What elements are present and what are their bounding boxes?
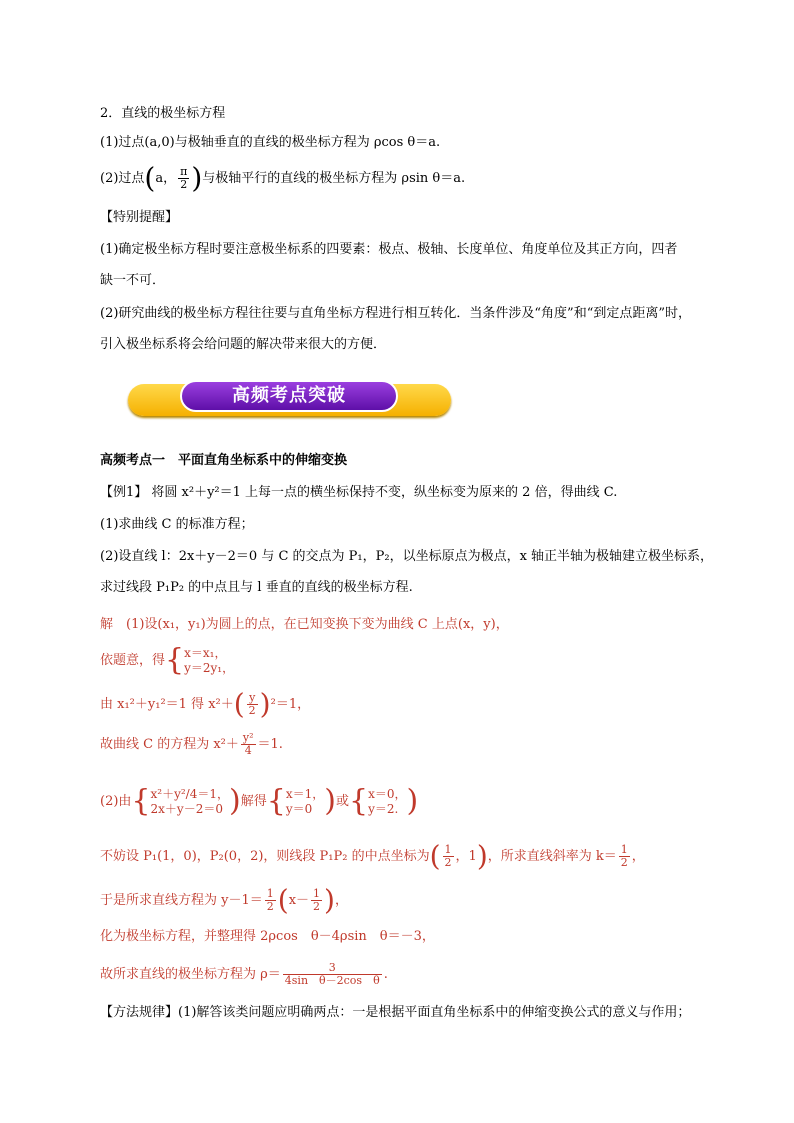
- section-banner: [128, 380, 451, 418]
- solution-step-5: (2)由{ x²＋y²/4＝1， 2x＋y－2＝0 )解得{ x＝1， y＝0 )或{ x＝0， y＝2. ): [100, 783, 419, 819]
- step5-solution-a: x＝1， y＝0: [285, 786, 325, 816]
- step9-end: .: [383, 967, 388, 982]
- step6-suffix: ，所求直线斜率为 k＝: [487, 849, 617, 864]
- step5-mid: 解得: [240, 794, 267, 809]
- line-coef-fraction: $\frac{1}{2}$: [266, 887, 274, 913]
- section-item-2: (2)过点(a， $\frac{\pi}{2}$ )与极轴平行的直线的极坐标方程为 ρsin θ＝a.: [100, 161, 466, 195]
- step7-prefix: 于是所求直线方程为 y－1＝: [100, 893, 263, 908]
- solution-step-6: 不妨设 P₁(1，0)，P₂(0，2)，则线段 P₁P₂ 的中点坐标为( $\frac{1}{2}$ ，1)，所求直线斜率为 k＝ $\frac{1}{2}$ ，: [100, 839, 645, 873]
- step2-prefix: 依题意，得: [100, 653, 166, 668]
- section-item-1: (1)过点(a,0)与极轴垂直的直线的极坐标方程为 ρcos θ＝a.: [100, 135, 441, 150]
- solution-step-9: [100, 958, 388, 992]
- example-q2-line2: 求过线段 P₁P₂ 的中点且与 l 垂直的直线的极坐标方程.: [100, 580, 413, 595]
- solution-step-3: 由 x₁²＋y₁²＝1 得 x²＋( $\frac{y}{2}$ )²＝1，: [100, 687, 311, 721]
- step6-end: ，: [631, 849, 645, 864]
- solution-step-1: 解 (1)设(x₁，y₁)为圆上的点，在已知变换下变为曲线 C 上点(x，y)，: [100, 617, 509, 632]
- step5-or: 或: [335, 794, 349, 809]
- step4-suffix: ＝1.: [257, 737, 283, 752]
- solution-step-4: [100, 730, 283, 760]
- example-q1: (1)求曲线 C 的标准方程；: [100, 517, 254, 532]
- step7-mid: x－: [288, 893, 310, 908]
- pi-over-two-fraction: $\frac{\pi}{2}$: [180, 165, 188, 191]
- step7-end: ，: [334, 893, 348, 908]
- item2-point-a: a，: [155, 171, 177, 186]
- solution-step-2: 依题意，得{ x＝x₁， y＝2y₁，: [100, 642, 235, 678]
- y2-over-4-fraction: $\frac{\text{y²}}{4}$: [242, 731, 254, 757]
- step6-mid: ，1: [455, 849, 477, 864]
- topic-title: 高频考点一 平面直角坐标系中的伸缩变换: [100, 453, 348, 468]
- step3-suffix: ²＝1，: [270, 697, 311, 712]
- step5-solution-b: x＝0， y＝2.: [368, 786, 407, 816]
- method-line1: 【方法规律】(1)解答该类问题应明确两点：一是根据平面直角坐标系中的伸缩变换公式的意义与作用；: [100, 1005, 691, 1020]
- step2-system: x＝x₁， y＝2y₁，: [184, 645, 235, 675]
- slope-fraction: $\frac{1}{2}$: [620, 843, 628, 869]
- step5-prefix: (2)由: [100, 794, 132, 809]
- note-p1-line2: 缺一不可．: [100, 273, 166, 288]
- note-header: 【特别提醒】: [100, 210, 179, 225]
- solution-step-7: 于是所求直线方程为 y－1＝ $\frac{1}{2}$ (x－ $\frac{1}{2}$ )，: [100, 883, 348, 917]
- note-p2-line1: (2)研究曲线的极坐标方程往往要与直角坐标方程进行相互转化．当条件涉及“角度”和“到定点距离”时，: [100, 306, 691, 321]
- section-title: 2．直线的极坐标方程: [100, 106, 226, 121]
- note-p1-line1: (1)确定极坐标方程时要注意极坐标系的四要素：极点、极轴、长度单位、角度单位及其正方向，四者: [100, 242, 678, 257]
- step5-system: x²＋y²/4＝1， 2x＋y－2＝0: [150, 786, 229, 816]
- item2-prefix: (2)过点: [100, 171, 145, 186]
- banner-label: 高频考点突破: [180, 380, 398, 412]
- solution-step-8: 化为极坐标方程，并整理得 2ρcos θ－4ρsin θ＝－3，: [100, 929, 435, 944]
- step3-prefix: 由 x₁²＋y₁²＝1 得 x²＋: [100, 697, 234, 712]
- step4-prefix: 故曲线 C 的方程为 x²＋: [100, 737, 239, 752]
- polar-equation-fraction: $\frac{3}{\text{4sin θ－2cos θ}}$: [284, 961, 380, 987]
- item2-suffix: 与极轴平行的直线的极坐标方程为 ρsin θ＝a.: [202, 171, 466, 186]
- example-q2-line1: (2)设直线 l：2x＋y－2＝0 与 C 的交点为 P₁，P₂，以坐标原点为极点，x 轴正半轴为极轴建立极坐标系，: [100, 549, 714, 564]
- midpoint-x-fraction: $\frac{1}{2}$: [444, 843, 452, 869]
- y-over-2-fraction: $\frac{y}{2}$: [248, 691, 256, 717]
- step6-prefix: 不妨设 P₁(1，0)，P₂(0，2)，则线段 P₁P₂ 的中点坐标为: [100, 849, 430, 864]
- note-p2-line2: 引入极坐标系将会给问题的解决带来很大的方便．: [100, 337, 387, 352]
- step9-prefix: 故所求直线的极坐标方程为 ρ＝: [100, 967, 281, 982]
- example-line1: 【例1】 将圆 x²＋y²＝1 上每一点的横坐标保持不变，纵坐标变为原来的 2 倍，得曲线 C.: [100, 485, 618, 500]
- line-offset-fraction: $\frac{1}{2}$: [313, 887, 321, 913]
